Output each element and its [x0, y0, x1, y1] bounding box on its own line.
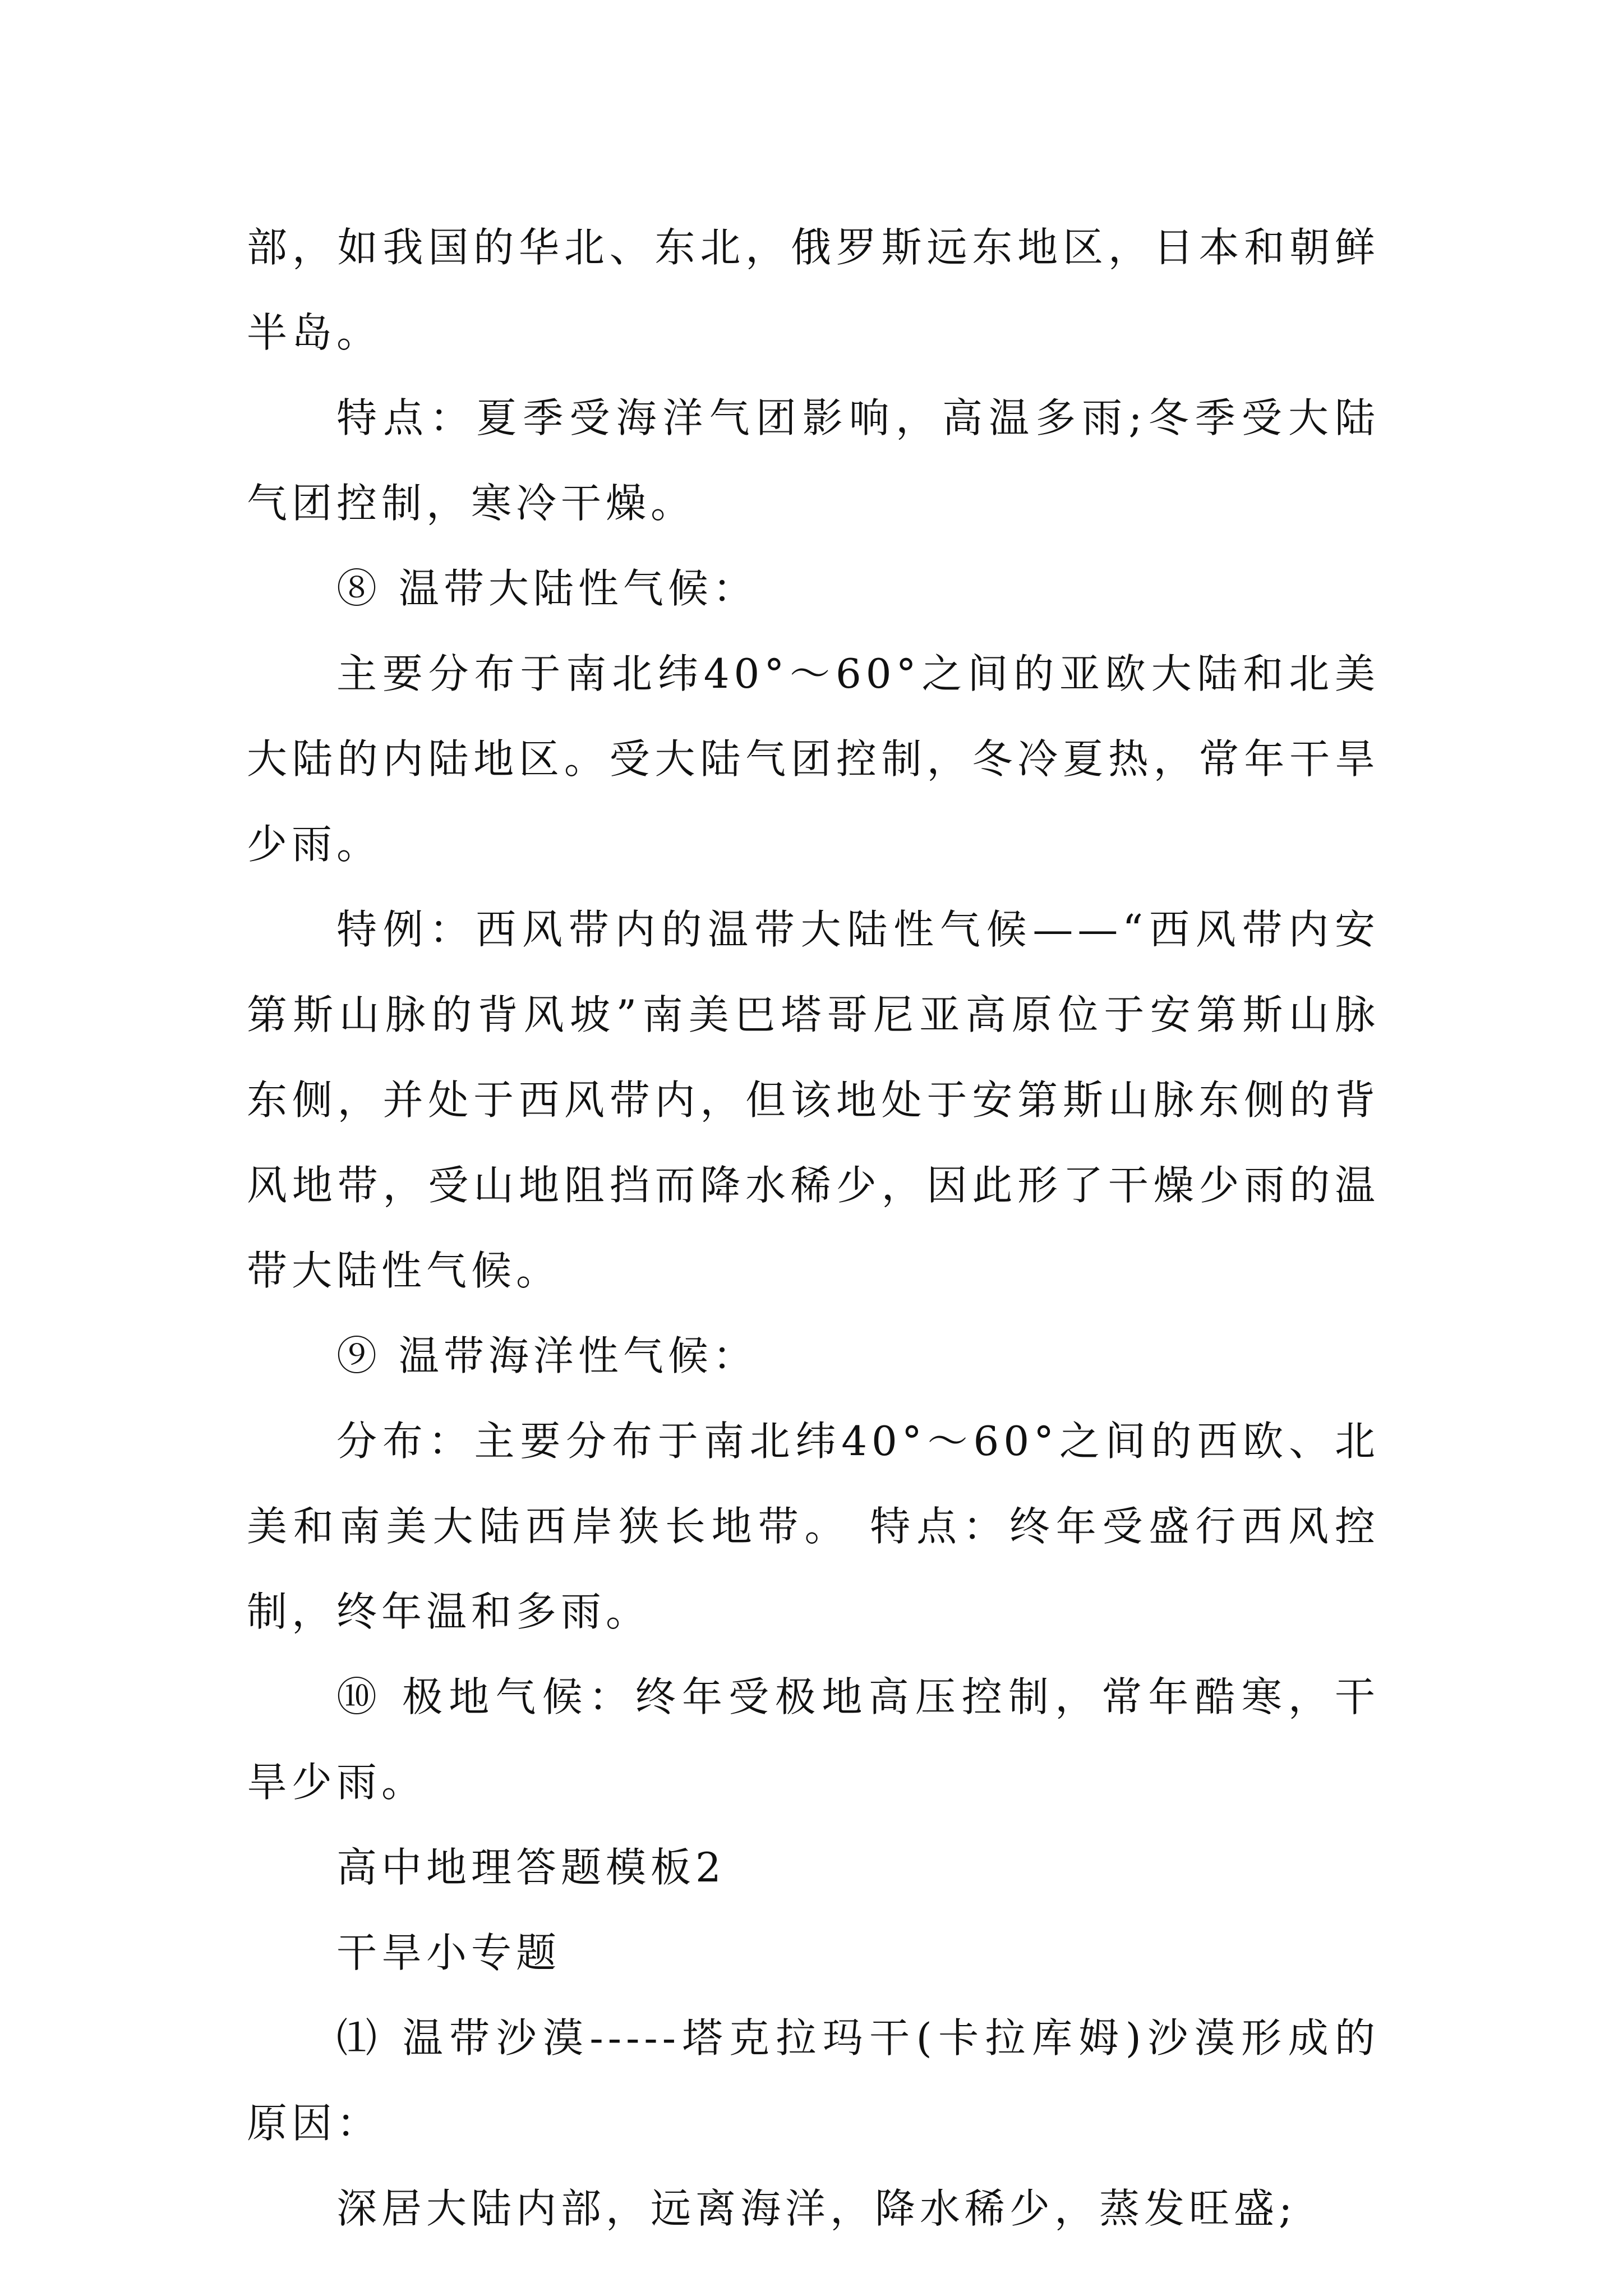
paragraph-polar-climate: ⑩ 极地气候：终年受极地高压控制，常年酷寒，干旱少雨。 — [247, 1673, 1380, 1806]
paragraph-desert-question: ⑴ 温带沙漠-----塔克拉玛干(卡拉库姆)沙漠形成的原因： — [247, 2014, 1380, 2147]
heading-temperate-maritime: ⑨ 温带海洋性气候： — [336, 1332, 758, 1379]
paragraph-continuation: 部，如我国的华北、东北，俄罗斯远东地区，日本和朝鲜半岛。 — [247, 224, 1380, 356]
paragraph-continental-distribution: 主要分布于南北纬40°～60°之间的亚欧大陆和北美大陆的内陆地区。受大陆气团控制，冬冷夏热，常年干旱少雨。 — [247, 650, 1380, 868]
subsection-title: 干旱小专题 — [336, 1929, 561, 1976]
section-title: 高中地理答题模板2 — [336, 1844, 726, 1891]
heading-temperate-continental: ⑧ 温带大陆性气候： — [336, 565, 758, 612]
paragraph-desert-answer: 深居大陆内部，远离海洋，降水稀少，蒸发旺盛; — [336, 2185, 1297, 2232]
paragraph-features: 特点：夏季受海洋气团影响，高温多雨;冬季受大陆气团控制，寒冷干燥。 — [247, 394, 1380, 527]
paragraph-special-case: 特例：西风带内的温带大陆性气候——“西风带内安第斯山脉的背风坡”南美巴塔哥尼亚高原位于安第斯山脉东侧，并处于西风带内，但该地处于安第斯山脉东侧的背风地带，受山地阻挡而降水稀少，因此形了干燥少雨的温带大陆性气候。 — [247, 906, 1380, 1294]
paragraph-maritime-distribution: 分布：主要分布于南北纬40°～60°之间的西欧、北美和南美大陆西岸狭长地带。 特点：终年受盛行西风控制，终年温和多雨。 — [247, 1418, 1380, 1635]
document-body — [247, 205, 1380, 2251]
